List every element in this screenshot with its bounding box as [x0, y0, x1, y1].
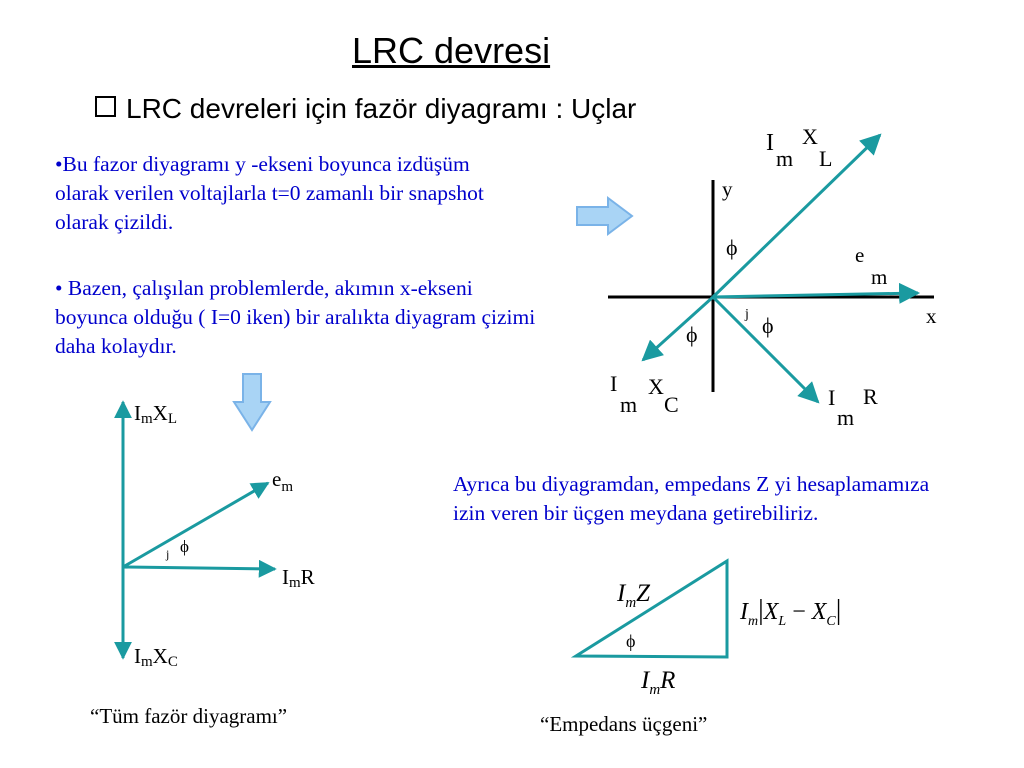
impedance-triangle	[560, 550, 910, 705]
phi-label-full: ϕ	[180, 537, 189, 556]
label-ixl-i: I	[766, 130, 774, 156]
label-ixl-full: ImXL	[134, 401, 178, 427]
label-im-xl-xc: $I_m|X_L - X_C|$	[740, 595, 842, 629]
phasor-diagram-full	[100, 390, 330, 680]
phi-label-1: ϕ	[726, 235, 738, 260]
label-ixc-i: I	[610, 371, 618, 396]
angle-mark: ϳ	[745, 307, 749, 322]
phasor-im-xc	[643, 297, 713, 360]
y-axis-label: y	[722, 177, 733, 201]
triangle-phi-label: ϕ	[626, 631, 636, 651]
triangle-shape	[576, 561, 727, 657]
phasor-em-full	[123, 483, 268, 567]
label-ixc-m: m	[620, 392, 638, 417]
label-ixl-m: m	[776, 146, 794, 171]
phi-label-2: ϕ	[686, 322, 698, 347]
label-ir-m: m	[837, 405, 855, 430]
label-ixl-x: X	[802, 124, 818, 149]
label-im-z: $I_mZ$	[617, 580, 651, 611]
phasor-diagram-axes	[560, 120, 980, 450]
bullet-1: •Bu fazor diyagramı y -ekseni boyunca izdüşüm olarak verilen voltajlarla t=0 zamanlı bir snapshot olarak çizildi.	[55, 152, 484, 234]
label-ir-r: R	[863, 384, 878, 409]
phasor-im-r-full	[123, 567, 275, 569]
caption-impedance-triangle: “Empedans üçgeni”	[540, 712, 708, 736]
x-axis-label: x	[926, 304, 937, 328]
label-im-r: $I_mR$	[641, 667, 676, 698]
label-ixc-full: ImXC	[134, 644, 178, 670]
label-ixc-c: C	[664, 392, 679, 417]
bullet-2: • Bazen, çalışılan problemlerde, akımın x-ekseni boyunca olduğu ( I=0 iken) bir aralıkta diyagram çizimi daha kolaydır.	[55, 276, 536, 358]
label-ixc-x: X	[648, 374, 664, 399]
label-em-e: e	[855, 243, 865, 267]
label-ir-i: I	[828, 385, 836, 410]
label-em-m: m	[871, 265, 888, 289]
subtitle	[95, 93, 636, 125]
phi-label-3: ϕ	[762, 313, 774, 338]
subtitle-text: LRC devreleri için fazör diyagramı : Uçlar	[126, 93, 637, 124]
angle-mark-full: ϳ	[166, 547, 170, 561]
label-ixl-l: L	[819, 146, 833, 171]
label-em-full: $e_m$	[272, 467, 293, 495]
page-title: LRC devresi	[352, 30, 551, 71]
triangle-intro-text: Ayrıca bu diyagramdan, empedans Z yi hesaplamamıza izin veren bir üçgen meydana getirebiliriz.	[453, 472, 930, 525]
checkbox-bullet-icon	[95, 96, 116, 117]
label-ir-full: ImR	[282, 565, 315, 591]
phasor-im-xl	[713, 135, 880, 297]
caption-full-phasor: “Tüm fazör diyagramı”	[90, 704, 288, 728]
